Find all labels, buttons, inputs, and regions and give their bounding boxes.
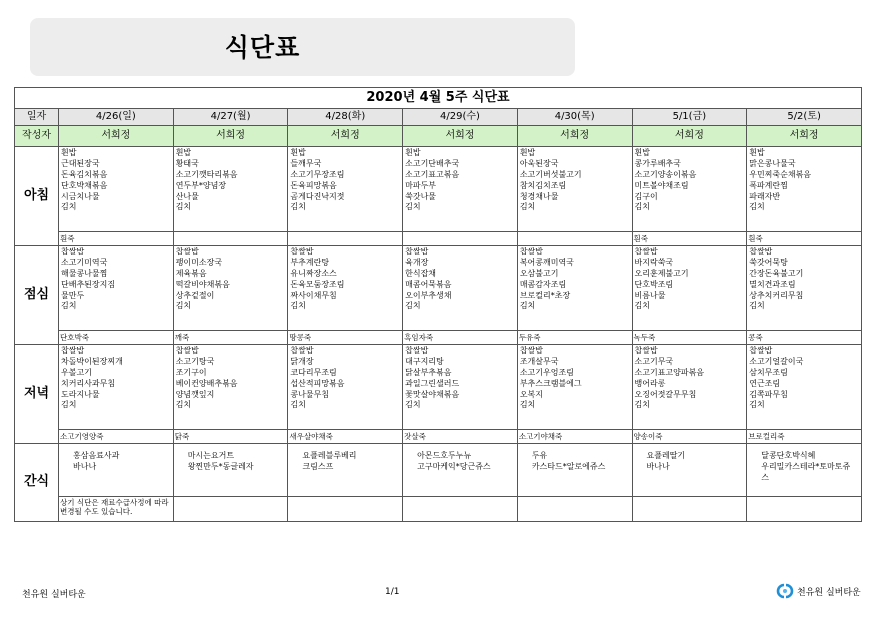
menu-item: 양념깻잎지 (175, 389, 215, 399)
menu-item: 쑥갓어묵탕 (749, 257, 788, 267)
writer-cell: 서희정 (59, 126, 174, 147)
menu-item: 김치 (749, 400, 765, 410)
snack-items (747, 444, 861, 484)
menu-item: 소고기무장조림 (290, 169, 345, 179)
porridge-cell: 브로컬리죽 (747, 430, 862, 444)
writer-cell: 서희정 (173, 126, 288, 147)
menu-item: 김치 (749, 301, 765, 311)
menu-item: 삼치무조림 (749, 367, 788, 377)
porridge-row (15, 430, 862, 444)
writer-cell: 서희정 (288, 126, 403, 147)
menu-item: 들깨무국 (290, 158, 322, 168)
menu-item: 대구지리탕 (405, 356, 444, 366)
day-cell: 4/30(목) (517, 109, 632, 126)
menu-items (747, 345, 861, 411)
menu-item: 찹쌀밥 (749, 346, 773, 355)
menu-item: 흰밥 (519, 148, 536, 157)
menu-items (518, 147, 632, 213)
menu-item: 마파두부 (405, 180, 437, 190)
day-cell: 5/1(금) (632, 109, 747, 126)
notice-text: 상기 식단은 재료수급사정에 따라 변경될 수도 있습니다. (59, 497, 174, 522)
snack-item: 마시는요거트 (187, 451, 235, 460)
menu-items (403, 345, 517, 411)
menu-cell (403, 147, 518, 232)
meal-row (15, 345, 862, 430)
menu-item: 제육볶음 (175, 268, 207, 278)
menu-item: 청경채나물 (519, 191, 559, 201)
menu-item: 닭개장 (290, 356, 314, 366)
meal-row (15, 147, 862, 232)
meal-label: 점심 (15, 246, 59, 345)
menu-item: 돈육김치볶음 (61, 169, 108, 179)
porridge-cell: 닭죽 (173, 430, 288, 444)
menu-item: 김치 (405, 301, 421, 311)
menu-item: 흰밥 (61, 148, 77, 157)
porridge-cell: 흰죽 (632, 232, 747, 246)
porridge-cell: 소고기영양죽 (59, 430, 174, 444)
writer-cell: 서희정 (747, 126, 862, 147)
menu-item: 흰밥 (290, 148, 306, 157)
menu-cell (403, 246, 518, 331)
menu-item: 소고기표고양파볶음 (634, 367, 705, 377)
snack-item: 스 (761, 472, 769, 482)
menu-item: 뱅어라롱 (634, 378, 666, 388)
empty-cell (632, 497, 747, 522)
menu-item: 흰밥 (749, 148, 765, 157)
snack-cell (747, 444, 862, 497)
menu-items (174, 345, 288, 411)
menu-item: 김치 (634, 202, 650, 212)
menu-item: 황태국 (175, 158, 199, 168)
menu-item: 꽃맛살야채볶음 (405, 389, 460, 399)
menu-cell (747, 147, 862, 232)
menu-item: 우볼고기 (61, 367, 92, 377)
porridge-cell: 두유죽 (517, 331, 632, 345)
menu-item: 김치 (405, 400, 421, 410)
menu-item: 해물콩나물찜 (61, 268, 108, 278)
porridge-cell: 땅콩죽 (288, 331, 403, 345)
menu-items (633, 147, 747, 213)
porridge-cell: 깨죽 (173, 331, 288, 345)
menu-cell (59, 246, 174, 331)
snack-item: 왕찐만두*동글레자 (187, 461, 254, 471)
menu-cell (517, 345, 632, 430)
menu-item: 베이컨양배추볶음 (175, 378, 238, 388)
menu-item: 차돌박이된장찌개 (61, 356, 123, 366)
menu-items (59, 345, 173, 411)
menu-items (403, 147, 517, 213)
day-label: 일자 (15, 109, 59, 126)
menu-item: 짜사이채무침 (290, 290, 337, 300)
menu-item: 단배추된장지짐 (61, 279, 116, 289)
menu-item: 유니짜장소스 (290, 268, 337, 278)
menu-item: 물만두 (61, 290, 85, 300)
menu-cell (288, 345, 403, 430)
menu-item: 흰밥 (405, 148, 421, 157)
menu-item: 소고기표고볶음 (405, 169, 460, 179)
menu-item: 김치 (634, 400, 650, 410)
porridge-row (15, 232, 862, 246)
menu-item: 김치 (405, 202, 421, 212)
menu-item: 곰게다진낙지젓 (290, 191, 345, 201)
menu-item: 김쪽파무침 (749, 389, 788, 399)
menu-item: 매콤감자조림 (519, 279, 567, 289)
footer-org: 천유원 실버타운 (22, 590, 86, 600)
snack-row (15, 444, 862, 497)
meal-label: 저녁 (15, 345, 59, 444)
writer-cell: 서희정 (632, 126, 747, 147)
menu-item: 찹쌀밥 (290, 346, 314, 355)
menu-item: 파래자반 (749, 191, 781, 201)
snack-items (633, 444, 747, 473)
snack-cell (632, 444, 747, 497)
menu-item: 소고기양송이볶음 (634, 169, 697, 179)
snack-cell (517, 444, 632, 497)
menu-cell (632, 345, 747, 430)
menu-item: 김치 (519, 400, 536, 410)
menu-item: 닭살부추볶음 (405, 367, 452, 377)
porridge-cell: 양송이죽 (632, 430, 747, 444)
writer-row (15, 126, 862, 147)
menu-item: 김치 (634, 301, 650, 311)
menu-cell (632, 147, 747, 232)
day-cell: 4/28(화) (288, 109, 403, 126)
logo-icon (775, 582, 795, 600)
menu-item: 흰밥 (175, 148, 192, 157)
menu-cell (403, 345, 518, 430)
menu-item: 찹쌀밥 (519, 247, 543, 256)
menu-cell (288, 246, 403, 331)
logo-text: 천유원 실버타운 (797, 587, 861, 598)
menu-table (14, 87, 862, 522)
snack-cell (173, 444, 288, 497)
page-title: 식단표 (224, 33, 301, 62)
writer-cell: 서희정 (517, 126, 632, 147)
menu-item: 소고기우엉조림 (519, 367, 574, 377)
menu-item: 찹쌀밥 (405, 247, 429, 256)
menu-item: 찹쌀밥 (61, 346, 85, 355)
porridge-cell: 흰죽 (59, 232, 174, 246)
menu-cell (59, 147, 174, 232)
snack-item: 홍삼음료사과 (73, 451, 120, 460)
menu-item: 콩가루배추국 (634, 158, 681, 168)
menu-items (288, 345, 402, 411)
snack-items (174, 444, 288, 473)
menu-item: 찹쌀밥 (175, 346, 199, 355)
snack-cell (288, 444, 403, 497)
snack-item: 달콩단호박식혜 (761, 451, 816, 460)
menu-item: 상추치커리무침 (749, 290, 804, 300)
porridge-row (15, 331, 862, 345)
snack-item: 아몬드호두누뉴 (417, 451, 472, 460)
menu-item: 브로컬리*초장 (519, 290, 571, 300)
menu-item: 섭산적피망볶음 (290, 378, 345, 388)
menu-item: 소고기깻타리볶음 (175, 169, 238, 179)
menu-item: 복어콩깨미역국 (519, 257, 574, 267)
empty-cell (747, 497, 862, 522)
menu-item: 소고기무국 (634, 356, 674, 366)
menu-item: 간장돈육불고기 (749, 268, 804, 278)
menu-item: 시금치나물 (61, 191, 100, 201)
menu-item: 찹쌀밥 (634, 346, 658, 355)
menu-item: 참치김치조림 (519, 180, 567, 190)
snack-item: 요플레블루베리 (302, 451, 357, 460)
menu-item: 김치 (290, 301, 306, 311)
menu-item: 미트볼야채조림 (634, 180, 689, 190)
menu-item: 비름나물 (634, 290, 666, 300)
snack-items (59, 444, 173, 473)
menu-item: 찹쌀밥 (290, 247, 314, 256)
porridge-cell (288, 232, 403, 246)
menu-item: 김구이 (634, 191, 658, 201)
snack-item: 바나나 (73, 461, 97, 471)
menu-items (518, 345, 632, 411)
menu-items (747, 246, 861, 312)
snack-items (288, 444, 402, 473)
porridge-cell: 단호박죽 (59, 331, 174, 345)
menu-item: 흰밥 (634, 148, 650, 157)
menu-item: 소고기얼갈이국 (749, 356, 804, 366)
table-heading: 2020년 4월 5주 식단표 (15, 88, 862, 109)
menu-item: 근대된장국 (61, 158, 100, 168)
menu-item: 부추계란탕 (290, 257, 330, 267)
menu-item: 연두부*양념장 (175, 180, 227, 190)
menu-item: 김치 (519, 202, 536, 212)
menu-cell (288, 147, 403, 232)
porridge-cell: 녹두죽 (632, 331, 747, 345)
menu-item: 오삼불고기 (519, 268, 559, 278)
menu-item: 소고기미역국 (61, 257, 108, 267)
porridge-cell: 흰죽 (747, 232, 862, 246)
menu-item: 김치 (175, 301, 192, 311)
menu-item: 조개살무국 (519, 356, 559, 366)
page-number: 1/1 (385, 587, 400, 597)
menu-cell (517, 147, 632, 232)
day-cell: 4/27(월) (173, 109, 288, 126)
menu-items (288, 246, 402, 312)
menu-item: 도라지나물 (61, 389, 100, 399)
empty-cell (403, 497, 518, 522)
porridge-cell: 새우살야채죽 (288, 430, 403, 444)
footer-logo (775, 582, 861, 600)
menu-items (633, 345, 747, 411)
snack-items (518, 444, 632, 473)
menu-cell (517, 246, 632, 331)
menu-item: 상추겉절이 (175, 290, 215, 300)
menu-cell (632, 246, 747, 331)
menu-item: 소고기탕국 (175, 356, 215, 366)
porridge-cell (517, 232, 632, 246)
menu-item: 치커리사과무침 (61, 378, 116, 388)
menu-item: 한식잡채 (405, 268, 437, 278)
menu-item: 김치 (61, 202, 77, 212)
menu-item: 우민찌죽순채볶음 (749, 169, 812, 179)
menu-item: 찹쌀밥 (175, 247, 199, 256)
snack-item: 요플레딸기 (646, 451, 686, 460)
snack-item: 두유 (531, 451, 548, 460)
menu-item: 김치 (749, 202, 765, 212)
day-row (15, 109, 862, 126)
snack-item: 고구마케익*당근쥬스 (417, 461, 491, 471)
menu-cell (747, 246, 862, 331)
porridge-cell: 잣살죽 (403, 430, 518, 444)
porridge-cell: 흑임자죽 (403, 331, 518, 345)
snack-cell (403, 444, 518, 497)
menu-item: 부추스크램블에그 (519, 378, 582, 388)
menu-item: 찹쌀밥 (61, 247, 85, 256)
porridge-cell (403, 232, 518, 246)
menu-item: 코다리무조림 (290, 367, 337, 377)
menu-cell (173, 246, 288, 331)
menu-item: 콩나물무침 (290, 389, 330, 399)
menu-items (747, 147, 861, 213)
meal-row (15, 246, 862, 331)
menu-cell (747, 345, 862, 430)
menu-item: 맑은콩나물국 (749, 158, 796, 168)
writer-cell: 서희정 (403, 126, 518, 147)
snack-items (403, 444, 517, 473)
menu-item: 조기구이 (175, 367, 207, 377)
menu-item: 폭파계란찜 (749, 180, 788, 190)
menu-cell (173, 345, 288, 430)
menu-items (59, 147, 173, 213)
menu-cell (173, 147, 288, 232)
menu-item: 팽이미소장국 (175, 257, 223, 267)
snack-item: 크림스프 (302, 461, 334, 471)
menu-item: 떡갈비야채볶음 (175, 279, 230, 289)
menu-item: 단호박채볶음 (61, 180, 108, 190)
menu-item: 찹쌀밥 (519, 346, 543, 355)
empty-cell (173, 497, 288, 522)
day-cell: 4/26(일) (59, 109, 174, 126)
menu-items (403, 246, 517, 312)
menu-item: 돈육모둠장조림 (290, 279, 345, 289)
menu-item: 찹쌀밥 (405, 346, 429, 355)
menu-items (518, 246, 632, 312)
menu-items (288, 147, 402, 213)
menu-items (633, 246, 747, 312)
snack-item: 카스타드*알로에쥬스 (531, 461, 606, 471)
menu-item: 육개장 (405, 257, 429, 267)
menu-items (59, 246, 173, 312)
menu-item: 김치 (290, 400, 306, 410)
note-row (15, 497, 862, 522)
day-cell: 4/29(수) (403, 109, 518, 126)
menu-item: 오복지 (519, 389, 543, 399)
empty-cell (288, 497, 403, 522)
menu-item: 아욱된장국 (519, 158, 559, 168)
menu-item: 매콤어묵볶음 (405, 279, 452, 289)
menu-item: 오이부추생채 (405, 290, 452, 300)
meal-label: 아침 (15, 147, 59, 246)
menu-item: 돈육피망볶음 (290, 180, 337, 190)
menu-item: 산나물 (175, 191, 199, 201)
menu-item: 오리훈제불고기 (634, 268, 689, 278)
day-cell: 5/2(토) (747, 109, 862, 126)
menu-item: 김치 (61, 301, 77, 311)
menu-item: 찹쌀밥 (634, 247, 658, 256)
menu-item: 김치 (175, 400, 192, 410)
menu-item: 과일그린샐러드 (405, 378, 460, 388)
menu-item: 소고기버섯불고기 (519, 169, 582, 179)
menu-item: 쑥갓나물 (405, 191, 437, 201)
menu-item: 단호박조림 (634, 279, 674, 289)
menu-item: 소고기단배추국 (405, 158, 460, 168)
snack-cell (59, 444, 174, 497)
menu-item: 김치 (519, 301, 536, 311)
porridge-cell (173, 232, 288, 246)
menu-item: 오징어젓갈무무침 (634, 389, 697, 399)
empty-cell (517, 497, 632, 522)
porridge-cell: 콩죽 (747, 331, 862, 345)
title-box (30, 18, 575, 76)
menu-item: 멸치견과조림 (749, 279, 796, 289)
menu-item: 김치 (175, 202, 192, 212)
porridge-cell: 소고기야채죽 (517, 430, 632, 444)
menu-item: 김치 (290, 202, 306, 212)
menu-item: 김치 (61, 400, 77, 410)
snack-item: 우리밀카스테라*토마토쥬 (761, 461, 851, 471)
menu-items (174, 147, 288, 213)
menu-items (174, 246, 288, 312)
menu-item: 연근조림 (749, 378, 781, 388)
menu-item: 바지락쑥국 (634, 257, 674, 267)
snack-item: 바나나 (646, 461, 670, 471)
menu-item: 찹쌀밥 (749, 247, 773, 256)
menu-cell (59, 345, 174, 430)
writer-label: 작성자 (15, 126, 59, 147)
snack-label: 간식 (15, 444, 59, 522)
